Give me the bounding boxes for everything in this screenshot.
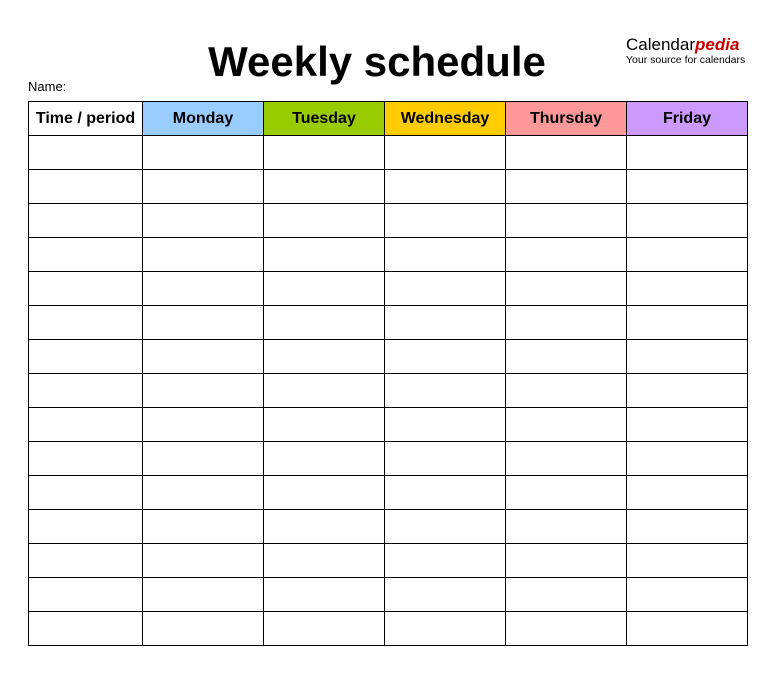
cell-monday[interactable]	[143, 238, 264, 272]
cell-thursday[interactable]	[506, 340, 627, 374]
cell-monday[interactable]	[143, 170, 264, 204]
cell-friday[interactable]	[627, 306, 748, 340]
cell-friday[interactable]	[627, 612, 748, 646]
cell-monday[interactable]	[143, 306, 264, 340]
cell-friday[interactable]	[627, 510, 748, 544]
logo-tagline: Your source for calendars	[626, 54, 746, 66]
cell-monday[interactable]	[143, 612, 264, 646]
cell-tuesday[interactable]	[264, 170, 385, 204]
table-row	[29, 442, 748, 476]
cell-thursday[interactable]	[506, 578, 627, 612]
logo-brand-main: Calendar	[626, 35, 695, 54]
cell-friday[interactable]	[627, 544, 748, 578]
cell-tuesday[interactable]	[264, 408, 385, 442]
logo-brand-accent: pedia	[695, 35, 740, 54]
cell-time-period[interactable]	[29, 306, 143, 340]
table-row	[29, 374, 748, 408]
cell-monday[interactable]	[143, 544, 264, 578]
cell-friday[interactable]	[627, 476, 748, 510]
cell-wednesday[interactable]	[385, 238, 506, 272]
cell-thursday[interactable]	[506, 238, 627, 272]
cell-friday[interactable]	[627, 136, 748, 170]
table-row	[29, 476, 748, 510]
page-title: Weekly schedule	[208, 38, 546, 85]
cell-wednesday[interactable]	[385, 476, 506, 510]
cell-time-period[interactable]	[29, 408, 143, 442]
cell-tuesday[interactable]	[264, 612, 385, 646]
cell-time-period[interactable]	[29, 374, 143, 408]
cell-monday[interactable]	[143, 510, 264, 544]
table-row	[29, 170, 748, 204]
table-row	[29, 272, 748, 306]
cell-time-period[interactable]	[29, 612, 143, 646]
cell-thursday[interactable]	[506, 170, 627, 204]
cell-monday[interactable]	[143, 272, 264, 306]
cell-time-period[interactable]	[29, 340, 143, 374]
cell-time-period[interactable]	[29, 544, 143, 578]
header-friday: Friday	[627, 102, 748, 136]
cell-tuesday[interactable]	[264, 442, 385, 476]
cell-wednesday[interactable]	[385, 340, 506, 374]
cell-time-period[interactable]	[29, 510, 143, 544]
table-row	[29, 340, 748, 374]
cell-thursday[interactable]	[506, 544, 627, 578]
logo-wordmark	[626, 36, 745, 53]
cell-tuesday[interactable]	[264, 374, 385, 408]
cell-thursday[interactable]	[506, 442, 627, 476]
table-row	[29, 136, 748, 170]
cell-wednesday[interactable]	[385, 204, 506, 238]
cell-time-period[interactable]	[29, 204, 143, 238]
cell-friday[interactable]	[627, 170, 748, 204]
cell-time-period[interactable]	[29, 136, 143, 170]
cell-tuesday[interactable]	[264, 306, 385, 340]
header-thursday: Thursday	[506, 102, 627, 136]
cell-tuesday[interactable]	[264, 510, 385, 544]
cell-friday[interactable]	[627, 272, 748, 306]
cell-friday[interactable]	[627, 578, 748, 612]
cell-wednesday[interactable]	[385, 306, 506, 340]
cell-friday[interactable]	[627, 340, 748, 374]
cell-friday[interactable]	[627, 374, 748, 408]
cell-time-period[interactable]	[29, 238, 143, 272]
cell-wednesday[interactable]	[385, 578, 506, 612]
cell-tuesday[interactable]	[264, 136, 385, 170]
table-row	[29, 408, 748, 442]
cell-monday[interactable]	[143, 374, 264, 408]
header-time-period: Time / period	[29, 102, 143, 136]
cell-time-period[interactable]	[29, 476, 143, 510]
table-row	[29, 204, 748, 238]
cell-tuesday[interactable]	[264, 578, 385, 612]
cell-tuesday[interactable]	[264, 476, 385, 510]
cell-time-period[interactable]	[29, 272, 143, 306]
cell-wednesday[interactable]	[385, 272, 506, 306]
table-row	[29, 578, 748, 612]
cell-wednesday[interactable]	[385, 510, 506, 544]
cell-thursday[interactable]	[506, 204, 627, 238]
schedule-table	[28, 101, 748, 646]
table-row	[29, 612, 748, 646]
cell-thursday[interactable]	[506, 408, 627, 442]
cell-friday[interactable]	[627, 204, 748, 238]
cell-monday[interactable]	[143, 578, 264, 612]
header-tuesday: Tuesday	[264, 102, 385, 136]
table-row	[29, 510, 748, 544]
cell-friday[interactable]	[627, 408, 748, 442]
table-row	[29, 238, 748, 272]
cell-tuesday[interactable]	[264, 272, 385, 306]
header-wednesday: Wednesday	[385, 102, 506, 136]
cell-thursday[interactable]	[506, 612, 627, 646]
cell-wednesday[interactable]	[385, 544, 506, 578]
cell-thursday[interactable]	[506, 306, 627, 340]
cell-wednesday[interactable]	[385, 170, 506, 204]
cell-monday[interactable]	[143, 408, 264, 442]
cell-monday[interactable]	[143, 340, 264, 374]
calendarpedia-logo[interactable]	[626, 36, 745, 66]
cell-monday[interactable]	[143, 204, 264, 238]
cell-thursday[interactable]	[506, 510, 627, 544]
cell-time-period[interactable]	[29, 170, 143, 204]
cell-thursday[interactable]	[506, 272, 627, 306]
name-label: Name:	[28, 79, 67, 94]
cell-time-period[interactable]	[29, 578, 143, 612]
cell-wednesday[interactable]	[385, 408, 506, 442]
cell-monday[interactable]	[143, 476, 264, 510]
header-monday: Monday	[143, 102, 264, 136]
table-row	[29, 544, 748, 578]
cell-tuesday[interactable]	[264, 544, 385, 578]
cell-time-period[interactable]	[29, 442, 143, 476]
cell-thursday[interactable]	[506, 476, 627, 510]
cell-monday[interactable]	[143, 442, 264, 476]
cell-wednesday[interactable]	[385, 374, 506, 408]
cell-wednesday[interactable]	[385, 442, 506, 476]
cell-wednesday[interactable]	[385, 612, 506, 646]
cell-monday[interactable]	[143, 136, 264, 170]
cell-tuesday[interactable]	[264, 340, 385, 374]
table-row	[29, 306, 748, 340]
schedule-body	[29, 136, 748, 646]
cell-thursday[interactable]	[506, 374, 627, 408]
cell-tuesday[interactable]	[264, 238, 385, 272]
cell-thursday[interactable]	[506, 136, 627, 170]
cell-wednesday[interactable]	[385, 136, 506, 170]
cell-friday[interactable]	[627, 238, 748, 272]
cell-friday[interactable]	[627, 442, 748, 476]
header-row	[29, 102, 748, 136]
cell-tuesday[interactable]	[264, 204, 385, 238]
